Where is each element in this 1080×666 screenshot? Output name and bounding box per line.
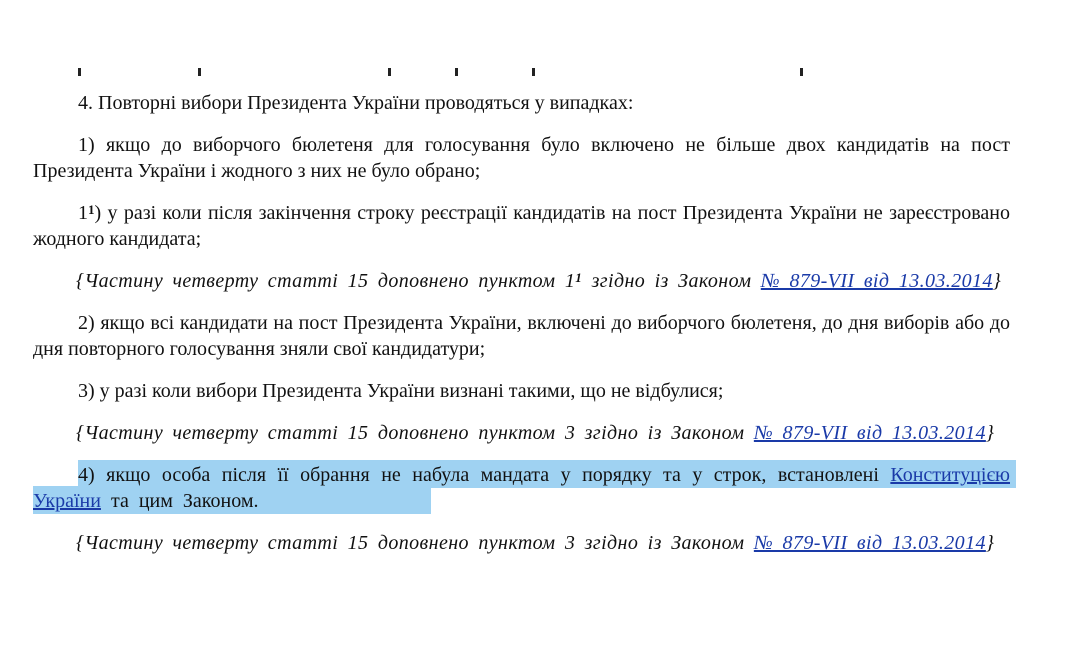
law-879-vii-link[interactable]: № 879-VII від 13.03.2014 <box>753 422 986 444</box>
note-1-superscript: 1 <box>575 270 583 285</box>
paragraph-point-3 <box>33 378 1010 404</box>
paragraph-point-2 <box>33 310 1010 362</box>
note-3-text: {Частину четверту статті 15 доповнено пунктом 3 згідно із Законом <box>76 532 754 554</box>
note-2-text: {Частину четверту статті 15 доповнено пунктом 3 згідно із Законом <box>76 422 754 444</box>
paragraph-point-4 <box>33 462 1010 514</box>
amendment-note-3 <box>33 530 1010 556</box>
note-1-text-cont: згідно із Законом <box>582 270 761 292</box>
amendment-note-1 <box>33 268 1010 294</box>
paragraph-item-4-intro <box>33 90 1010 116</box>
point-1-text: 1) якщо до виборчого бюлетеня для голосування було включено не більше двох кандидатів на пост Президента України і жодного з них не було обрано; <box>33 134 1010 182</box>
note-1-text: {Частину четверту статті 15 доповнено пунктом 1 <box>76 270 576 292</box>
point-1-1-text: ) у разі коли після закінчення строку реєстрації кандидатів на пост Президента України не зареєстровано жодного кандидата; <box>33 202 1010 250</box>
item4-intro-text: 4. Повторні вибори Президента України проводяться у випадках: <box>78 92 634 114</box>
paragraph-point-1 <box>33 132 1010 184</box>
point-2-text: 2) якщо всі кандидати на пост Президента України, включені до виборчого бюлетеня, до дня виборів або до дня повторного голосування зняли свої кандидатури; <box>33 312 1010 360</box>
point-3-text: 3) у разі коли вибори Президента України визнані такими, що не відбулися; <box>78 380 724 402</box>
note-1-closing-brace: } <box>992 270 1002 292</box>
paragraph-point-1-1 <box>33 200 1010 252</box>
law-document-body <box>33 90 1010 572</box>
law-879-vii-link[interactable]: № 879-VII від 13.03.2014 <box>753 532 986 554</box>
point-4-text: 4) якщо особа після її обрання не набула мандата у порядку та у строк, встановлені <box>78 464 891 486</box>
amendment-note-2 <box>33 420 1010 446</box>
selected-paragraph-point-4[interactable] <box>33 462 1010 514</box>
point-1-1-superscript: 1 <box>88 202 95 217</box>
point-1-1-number: 1 <box>78 202 88 224</box>
note-2-closing-brace: } <box>985 422 995 444</box>
law-879-vii-link[interactable]: № 879-VII від 13.03.2014 <box>760 270 993 292</box>
note-3-closing-brace: } <box>985 532 995 554</box>
constitution-of-ukraine-link[interactable]: Конституцією України <box>33 464 1010 512</box>
cropped-text-line-fragment <box>70 62 810 76</box>
point-4-text-end: та цим Законом. <box>100 490 259 512</box>
